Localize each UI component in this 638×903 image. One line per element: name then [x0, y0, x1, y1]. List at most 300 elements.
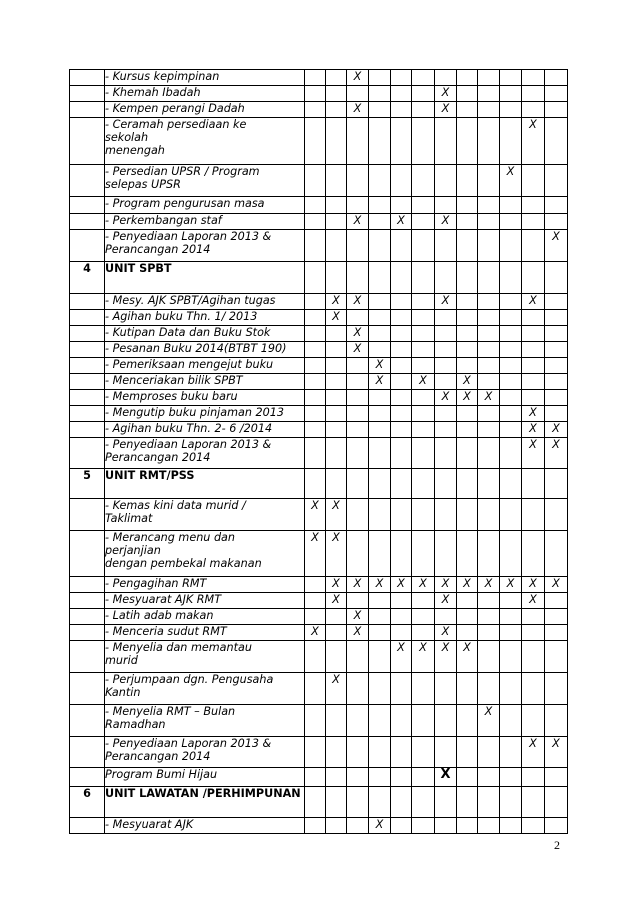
row-number-cell: [70, 310, 105, 326]
row-number-cell: [70, 358, 105, 374]
activity-cell: - Menceriakan bilik SPBT: [105, 374, 305, 390]
month-6-cell: [412, 705, 435, 737]
month-1-cell: [305, 118, 326, 165]
month-10-cell: [500, 673, 522, 705]
month-12-cell: [545, 390, 568, 406]
month-5-cell: [391, 342, 412, 358]
month-12-cell: [545, 625, 568, 641]
month-7-cell: [435, 406, 457, 422]
month-5-cell: [391, 118, 412, 165]
month-7-cell: X: [435, 768, 457, 787]
activity-cell: - Kemas kini data murid / Taklimat: [105, 499, 305, 531]
month-1-cell: [305, 214, 326, 230]
month-5-cell: [391, 374, 412, 390]
activity-cell: - Agihan buku Thn. 2- 6 /2014: [105, 422, 305, 438]
month-12-cell: [545, 768, 568, 787]
row-number-cell: [70, 326, 105, 342]
month-3-cell: [347, 390, 369, 406]
month-9-cell: [478, 737, 500, 768]
month-8-cell: [457, 326, 478, 342]
month-4-cell: [369, 531, 391, 577]
row-number-cell: [70, 342, 105, 358]
activity-cell: - Merancang menu dan perjanjian dengan pembekal makanan: [105, 531, 305, 577]
month-3-cell: [347, 262, 369, 294]
month-1-cell: [305, 609, 326, 625]
month-10-cell: [500, 390, 522, 406]
month-7-cell: [435, 374, 457, 390]
month-2-cell: [326, 469, 347, 499]
month-1-cell: [305, 768, 326, 787]
month-10-cell: [500, 214, 522, 230]
month-4-cell: [369, 326, 391, 342]
month-3-cell: [347, 641, 369, 673]
month-2-cell: [326, 358, 347, 374]
month-3-cell: [347, 469, 369, 499]
month-4-cell: X: [369, 818, 391, 834]
month-8-cell: [457, 593, 478, 609]
month-1-cell: [305, 326, 326, 342]
month-7-cell: [435, 609, 457, 625]
month-8-cell: X: [457, 641, 478, 673]
month-12-cell: [545, 294, 568, 310]
month-5-cell: [391, 70, 412, 86]
month-10-cell: [500, 326, 522, 342]
activity-cell: - Penyediaan Laporan 2013 & Perancangan 2014: [105, 230, 305, 262]
month-3-cell: X: [347, 342, 369, 358]
month-11-cell: [522, 641, 545, 673]
month-12-cell: [545, 358, 568, 374]
month-8-cell: [457, 625, 478, 641]
month-8-cell: [457, 499, 478, 531]
month-7-cell: X: [435, 390, 457, 406]
month-12-cell: [545, 593, 568, 609]
month-9-cell: [478, 342, 500, 358]
table-row: [70, 768, 568, 787]
month-3-cell: [347, 818, 369, 834]
month-12-cell: [545, 197, 568, 214]
month-10-cell: [500, 358, 522, 374]
table-row: [70, 214, 568, 230]
month-8-cell: [457, 531, 478, 577]
month-10-cell: [500, 818, 522, 834]
month-5-cell: [391, 326, 412, 342]
month-12-cell: [545, 102, 568, 118]
month-9-cell: [478, 609, 500, 625]
month-8-cell: [457, 787, 478, 818]
table-row: [70, 310, 568, 326]
month-11-cell: X: [522, 422, 545, 438]
month-1-cell: [305, 593, 326, 609]
month-11-cell: [522, 86, 545, 102]
month-8-cell: [457, 358, 478, 374]
month-11-cell: [522, 705, 545, 737]
month-2-cell: [326, 438, 347, 469]
month-2-cell: [326, 406, 347, 422]
month-2-cell: X: [326, 593, 347, 609]
month-5-cell: [391, 358, 412, 374]
month-6-cell: [412, 390, 435, 406]
table-row: [70, 499, 568, 531]
row-number-cell: 4: [70, 262, 105, 294]
activity-cell: - Ceramah persediaan ke sekolah menengah: [105, 118, 305, 165]
month-11-cell: [522, 787, 545, 818]
month-4-cell: [369, 214, 391, 230]
month-11-cell: [522, 390, 545, 406]
activity-cell: - Memproses buku baru: [105, 390, 305, 406]
month-10-cell: [500, 768, 522, 787]
month-9-cell: [478, 768, 500, 787]
month-9-cell: [478, 102, 500, 118]
month-5-cell: [391, 768, 412, 787]
table-row: [70, 737, 568, 768]
month-6-cell: [412, 593, 435, 609]
month-11-cell: X: [522, 294, 545, 310]
month-4-cell: [369, 438, 391, 469]
unit-header-row: [70, 262, 568, 294]
month-3-cell: [347, 737, 369, 768]
month-6-cell: [412, 102, 435, 118]
activity-cell: - Menyelia dan memantau murid: [105, 641, 305, 673]
schedule-body: [70, 70, 568, 834]
month-5-cell: [391, 531, 412, 577]
month-4-cell: [369, 768, 391, 787]
row-number-cell: [70, 625, 105, 641]
month-5-cell: [391, 499, 412, 531]
month-3-cell: [347, 499, 369, 531]
row-number-cell: [70, 768, 105, 787]
month-2-cell: [326, 625, 347, 641]
month-10-cell: [500, 438, 522, 469]
table-row: [70, 342, 568, 358]
month-6-cell: [412, 818, 435, 834]
month-6-cell: [412, 737, 435, 768]
month-12-cell: [545, 531, 568, 577]
month-9-cell: [478, 358, 500, 374]
month-11-cell: [522, 374, 545, 390]
activity-cell: - Mesyuarat AJK: [105, 818, 305, 834]
month-1-cell: [305, 70, 326, 86]
month-1-cell: [305, 342, 326, 358]
month-12-cell: [545, 118, 568, 165]
month-5-cell: [391, 197, 412, 214]
month-6-cell: X: [412, 374, 435, 390]
month-11-cell: [522, 214, 545, 230]
month-3-cell: X: [347, 214, 369, 230]
month-3-cell: [347, 374, 369, 390]
month-3-cell: [347, 310, 369, 326]
month-8-cell: [457, 737, 478, 768]
month-7-cell: [435, 342, 457, 358]
month-6-cell: [412, 673, 435, 705]
month-12-cell: X: [545, 230, 568, 262]
month-9-cell: X: [478, 390, 500, 406]
month-9-cell: [478, 118, 500, 165]
month-1-cell: [305, 422, 326, 438]
month-2-cell: [326, 86, 347, 102]
month-6-cell: [412, 326, 435, 342]
month-8-cell: [457, 102, 478, 118]
month-10-cell: [500, 294, 522, 310]
month-7-cell: [435, 118, 457, 165]
month-11-cell: [522, 609, 545, 625]
month-5-cell: [391, 165, 412, 197]
month-10-cell: [500, 609, 522, 625]
row-number-cell: [70, 118, 105, 165]
month-4-cell: [369, 787, 391, 818]
month-8-cell: [457, 230, 478, 262]
unit-title: UNIT LAWATAN /PERHIMPUNAN: [105, 787, 305, 818]
month-1-cell: [305, 262, 326, 294]
month-12-cell: [545, 214, 568, 230]
month-5-cell: [391, 625, 412, 641]
month-2-cell: X: [326, 294, 347, 310]
month-8-cell: [457, 197, 478, 214]
activity-cell: - Pesanan Buku 2014(BTBT 190): [105, 342, 305, 358]
row-number-cell: [70, 197, 105, 214]
unit-title: UNIT SPBT: [105, 262, 305, 294]
month-5-cell: [391, 262, 412, 294]
month-9-cell: [478, 422, 500, 438]
month-2-cell: [326, 102, 347, 118]
month-8-cell: [457, 406, 478, 422]
month-11-cell: [522, 262, 545, 294]
month-11-cell: X: [522, 406, 545, 422]
table-row: [70, 374, 568, 390]
row-number-cell: [70, 406, 105, 422]
month-10-cell: [500, 641, 522, 673]
month-2-cell: [326, 214, 347, 230]
month-3-cell: [347, 165, 369, 197]
month-9-cell: [478, 310, 500, 326]
month-2-cell: [326, 326, 347, 342]
month-3-cell: [347, 358, 369, 374]
month-4-cell: [369, 165, 391, 197]
month-9-cell: [478, 406, 500, 422]
month-12-cell: [545, 787, 568, 818]
month-7-cell: [435, 262, 457, 294]
month-4-cell: [369, 294, 391, 310]
month-4-cell: [369, 342, 391, 358]
activity-schedule-table: [69, 69, 568, 834]
table-row: [70, 358, 568, 374]
month-1-cell: [305, 374, 326, 390]
month-10-cell: [500, 737, 522, 768]
month-1-cell: [305, 787, 326, 818]
row-number-cell: [70, 577, 105, 593]
month-1-cell: X: [305, 499, 326, 531]
table-row: [70, 422, 568, 438]
month-9-cell: [478, 294, 500, 310]
month-1-cell: [305, 705, 326, 737]
month-1-cell: [305, 294, 326, 310]
page-number: 2: [554, 838, 560, 852]
table-row: [70, 593, 568, 609]
activity-cell: - Pengagihan RMT: [105, 577, 305, 593]
activity-cell: - Agihan buku Thn. 1/ 2013: [105, 310, 305, 326]
month-11-cell: X: [522, 438, 545, 469]
month-9-cell: [478, 197, 500, 214]
month-9-cell: [478, 438, 500, 469]
month-4-cell: [369, 86, 391, 102]
month-8-cell: [457, 673, 478, 705]
month-6-cell: [412, 499, 435, 531]
activity-cell: - Perjumpaan dgn. Pengusaha Kantin: [105, 673, 305, 705]
row-number-cell: [70, 818, 105, 834]
month-6-cell: [412, 469, 435, 499]
month-12-cell: [545, 406, 568, 422]
month-7-cell: [435, 358, 457, 374]
month-6-cell: [412, 406, 435, 422]
month-5-cell: [391, 787, 412, 818]
month-7-cell: [435, 705, 457, 737]
month-5-cell: [391, 705, 412, 737]
row-number-cell: [70, 531, 105, 577]
month-12-cell: [545, 641, 568, 673]
month-4-cell: [369, 406, 391, 422]
month-5-cell: [391, 86, 412, 102]
row-number-cell: [70, 230, 105, 262]
month-1-cell: [305, 86, 326, 102]
month-7-cell: [435, 469, 457, 499]
month-10-cell: [500, 625, 522, 641]
unit-header-row: [70, 469, 568, 499]
month-4-cell: [369, 70, 391, 86]
month-2-cell: X: [326, 577, 347, 593]
table-row: [70, 118, 568, 165]
month-10-cell: [500, 197, 522, 214]
month-10-cell: [500, 787, 522, 818]
month-7-cell: [435, 326, 457, 342]
month-3-cell: [347, 406, 369, 422]
month-12-cell: [545, 70, 568, 86]
month-10-cell: [500, 374, 522, 390]
month-12-cell: X: [545, 737, 568, 768]
month-11-cell: X: [522, 593, 545, 609]
month-12-cell: [545, 673, 568, 705]
month-6-cell: [412, 787, 435, 818]
month-8-cell: [457, 818, 478, 834]
month-11-cell: X: [522, 737, 545, 768]
month-8-cell: [457, 705, 478, 737]
month-8-cell: [457, 165, 478, 197]
month-3-cell: X: [347, 326, 369, 342]
row-number-cell: [70, 499, 105, 531]
month-10-cell: [500, 531, 522, 577]
activity-cell: - Kempen perangi Dadah: [105, 102, 305, 118]
month-10-cell: [500, 262, 522, 294]
month-6-cell: [412, 342, 435, 358]
month-8-cell: [457, 609, 478, 625]
month-6-cell: [412, 197, 435, 214]
row-number-cell: [70, 609, 105, 625]
month-7-cell: [435, 499, 457, 531]
month-6-cell: [412, 214, 435, 230]
month-9-cell: [478, 531, 500, 577]
activity-cell: - Mesy. AJK SPBT/Agihan tugas: [105, 294, 305, 310]
month-6-cell: [412, 70, 435, 86]
month-7-cell: [435, 531, 457, 577]
month-9-cell: [478, 214, 500, 230]
row-number-cell: [70, 390, 105, 406]
month-8-cell: [457, 214, 478, 230]
month-7-cell: [435, 310, 457, 326]
row-number-cell: [70, 294, 105, 310]
month-1-cell: [305, 641, 326, 673]
month-5-cell: [391, 737, 412, 768]
month-4-cell: [369, 262, 391, 294]
activity-cell: - Khemah Ibadah: [105, 86, 305, 102]
month-11-cell: [522, 310, 545, 326]
month-9-cell: [478, 374, 500, 390]
month-9-cell: [478, 469, 500, 499]
month-11-cell: [522, 469, 545, 499]
month-6-cell: [412, 118, 435, 165]
month-3-cell: [347, 787, 369, 818]
month-1-cell: [305, 406, 326, 422]
month-7-cell: X: [435, 625, 457, 641]
month-2-cell: [326, 422, 347, 438]
month-9-cell: [478, 641, 500, 673]
month-4-cell: [369, 673, 391, 705]
month-1-cell: X: [305, 625, 326, 641]
month-6-cell: [412, 531, 435, 577]
month-9-cell: [478, 818, 500, 834]
month-7-cell: [435, 165, 457, 197]
row-number-cell: [70, 641, 105, 673]
month-3-cell: [347, 422, 369, 438]
month-8-cell: [457, 768, 478, 787]
month-4-cell: [369, 705, 391, 737]
table-row: [70, 86, 568, 102]
month-8-cell: [457, 310, 478, 326]
month-7-cell: [435, 70, 457, 86]
table-row: [70, 531, 568, 577]
month-6-cell: [412, 358, 435, 374]
month-2-cell: [326, 342, 347, 358]
month-12-cell: [545, 326, 568, 342]
activity-cell: - Kutipan Data dan Buku Stok: [105, 326, 305, 342]
activity-cell: - Kursus kepimpinan: [105, 70, 305, 86]
month-3-cell: X: [347, 102, 369, 118]
month-9-cell: [478, 326, 500, 342]
table-row: [70, 102, 568, 118]
month-11-cell: [522, 326, 545, 342]
month-7-cell: [435, 818, 457, 834]
month-11-cell: X: [522, 118, 545, 165]
month-6-cell: [412, 609, 435, 625]
month-1-cell: [305, 165, 326, 197]
month-7-cell: [435, 230, 457, 262]
month-10-cell: [500, 422, 522, 438]
table-row: [70, 577, 568, 593]
row-number-cell: [70, 673, 105, 705]
month-4-cell: [369, 499, 391, 531]
month-10-cell: [500, 230, 522, 262]
month-12-cell: [545, 310, 568, 326]
activity-cell: - Menceria sudut RMT: [105, 625, 305, 641]
month-12-cell: [545, 469, 568, 499]
month-1-cell: [305, 390, 326, 406]
month-1-cell: [305, 818, 326, 834]
month-7-cell: X: [435, 214, 457, 230]
table-row: [70, 326, 568, 342]
month-10-cell: [500, 469, 522, 499]
row-number-cell: [70, 705, 105, 737]
month-10-cell: X: [500, 165, 522, 197]
month-12-cell: [545, 165, 568, 197]
month-12-cell: [545, 609, 568, 625]
month-11-cell: [522, 625, 545, 641]
